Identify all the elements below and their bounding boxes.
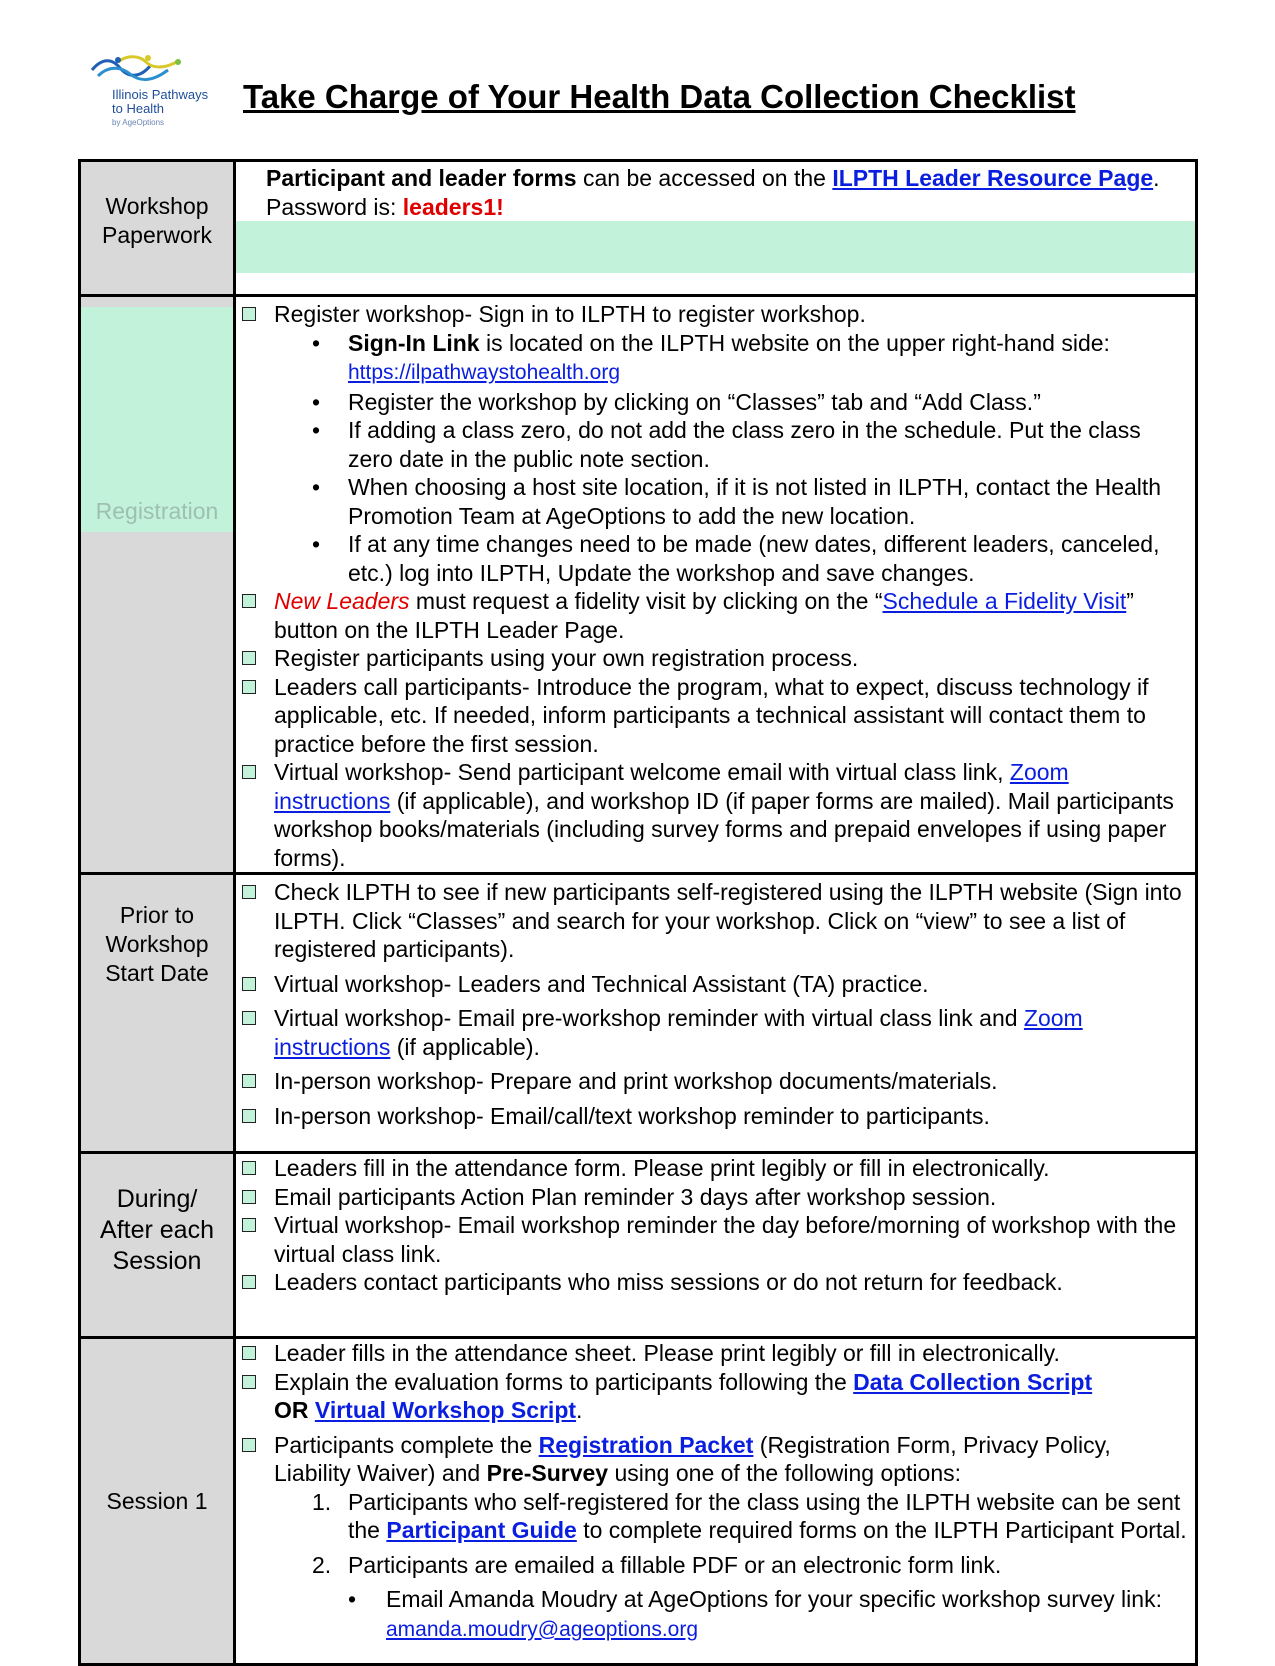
checkbox[interactable]	[242, 1190, 256, 1204]
checklist-item	[236, 1154, 1195, 1183]
item-text: Leaders fill in the attendance form. Please print legibly or fill in electronically.	[274, 1155, 1050, 1181]
text: Participants who self-registered for the class using the ILPTH website can be sent the	[348, 1488, 1181, 1543]
logo-line-3: by AgeOptions	[112, 118, 165, 127]
item-text: Leaders call participants- Introduce the program, what to expect, discuss technology if applicable, etc. If needed, inform participants a technical assistant will contact them to practice before the first session.	[274, 673, 1149, 757]
bullet-item	[236, 416, 1195, 473]
checklist-item	[236, 587, 1195, 644]
text: must request a fidelity visit by clicking on the “	[409, 588, 883, 614]
row-during-after	[80, 1153, 1197, 1338]
text: Email Amanda Moudry at AgeOptions for your specific workshop survey link:	[386, 1586, 1162, 1612]
checklist-item	[236, 644, 1195, 673]
page-title: Take Charge of Your Health Data Collection Checklist	[243, 78, 1076, 115]
data-collection-script-link[interactable]: Data Collection Script	[853, 1368, 1093, 1395]
text: If adding a class zero, do not add the class zero in the schedule. Put the class zero date in the public note section.	[348, 417, 1141, 472]
checkbox[interactable]	[242, 765, 256, 779]
text: Participants are emailed a fillable PDF or an electronic form link.	[348, 1551, 1002, 1578]
checklist-item	[236, 758, 1195, 872]
text: ” button on the ILPTH Leader Page.	[274, 588, 1134, 643]
item-text: Virtual workshop- Leaders and Technical Assistant (TA) practice.	[274, 970, 929, 997]
label-line: Prior to	[119, 902, 195, 928]
checkbox[interactable]	[242, 307, 256, 321]
item-text: In-person workshop- Email/call/text workshop reminder to participants.	[274, 1102, 990, 1129]
checkbox[interactable]	[242, 1218, 256, 1232]
bold-text: Sign-In Link	[348, 329, 480, 356]
new-leaders-text: New Leaders	[274, 588, 410, 614]
zoom-instructions-link[interactable]: Zoom instructions	[274, 759, 1069, 814]
item-text: Virtual workshop- Email workshop reminder the day before/morning of workshop with the virtual class link.	[274, 1212, 1177, 1267]
ilpth-logo	[88, 52, 223, 136]
virtual-workshop-script-link[interactable]: Virtual Workshop Script	[314, 1397, 577, 1423]
checklist-item	[236, 1268, 1195, 1297]
bullet-item	[236, 473, 1195, 530]
bullet-item	[236, 329, 1195, 388]
text: is located on the ILPTH website on the upper right-hand side:	[479, 329, 1110, 356]
row-content	[235, 1153, 1197, 1338]
bullet-icon: •	[348, 1586, 357, 1612]
checkbox[interactable]	[242, 977, 256, 991]
text: (if applicable), and workshop ID (if paper forms are mailed). Mail participants workshop books/materials (including survey forms and prepaid envelopes if using paper forms).	[274, 787, 1174, 871]
checkbox[interactable]	[242, 651, 256, 665]
row-label	[80, 1153, 235, 1338]
text: to complete required forms on the ILPTH Participant Portal.	[576, 1517, 1187, 1543]
label-line: Start Date	[105, 960, 209, 986]
checkbox[interactable]	[242, 680, 256, 694]
checklist-table	[78, 159, 1198, 1666]
checklist-item	[236, 970, 1195, 999]
item-text: Check ILPTH to see if new participants self-registered using the ILPTH website (Sign into ILPTH. Click “Classes” and search for your workshop. Click on “view” to see a list of registered participants).	[274, 879, 1182, 962]
green-band	[236, 221, 1195, 273]
checkbox[interactable]	[242, 1109, 256, 1123]
paperwork-text	[236, 162, 1195, 221]
text: When choosing a host site location, if it is not listed in ILPTH, contact the Health Promotion Team at AgeOptions to add the new location.	[348, 474, 1162, 529]
row-content	[235, 1338, 1197, 1665]
text: using one of the following options:	[608, 1460, 961, 1486]
bold-text: Pre-Survey	[486, 1460, 609, 1486]
text: (if applicable).	[390, 1033, 540, 1060]
text: (Registration Form, Privacy Policy, Liability Waiver) and	[274, 1431, 1111, 1486]
label-line: During/	[116, 1185, 198, 1213]
text: Virtual workshop- Send participant welcome email with virtual class link,	[274, 759, 1010, 785]
checklist-item	[236, 1339, 1195, 1368]
password-text: leaders1!	[402, 193, 504, 220]
participant-guide-link[interactable]: Participant Guide	[386, 1517, 577, 1543]
checklist-item	[236, 1211, 1195, 1268]
row-label	[80, 161, 235, 296]
checkbox[interactable]	[242, 1011, 256, 1025]
row-prior-to-start	[80, 874, 1197, 1153]
row-workshop-paperwork	[80, 161, 1197, 296]
checklist-item	[236, 1004, 1195, 1061]
checkbox[interactable]	[242, 1438, 256, 1452]
item-text: In-person workshop- Prepare and print workshop documents/materials.	[274, 1068, 998, 1094]
label-line: Session 1	[106, 1487, 208, 1514]
schedule-fidelity-visit-link[interactable]: Schedule a Fidelity Visit	[882, 588, 1127, 614]
numbered-item	[236, 1488, 1195, 1545]
checklist-item	[236, 1183, 1195, 1212]
bullet-item	[236, 1585, 1195, 1644]
checklist-item	[236, 673, 1195, 759]
bullet-icon: •	[312, 417, 321, 443]
text: If at any time changes need to be made (new dates, different leaders, canceled, etc.) log into ILPTH, Update the workshop and save changes.	[348, 531, 1160, 586]
bullet-icon: •	[312, 388, 321, 415]
row-registration	[80, 296, 1197, 874]
zoom-instructions-link[interactable]: Zoom instructions	[274, 1005, 1083, 1060]
logo-line-1: Illinois Pathways	[112, 87, 209, 102]
label-line: Workshop	[105, 193, 209, 219]
or-text: OR	[274, 1397, 309, 1423]
numbered-item	[236, 1551, 1195, 1580]
item-text: Leaders contact participants who miss sessions or do not return for feedback.	[274, 1269, 1063, 1295]
checklist-item	[236, 1102, 1195, 1131]
text: can be accessed on the	[576, 165, 833, 191]
item-text: Register workshop- Sign in to ILPTH to register workshop.	[274, 301, 866, 327]
bold-text: Participant and leader forms	[266, 165, 577, 191]
checkbox[interactable]	[242, 1346, 256, 1360]
checkbox[interactable]	[242, 1375, 256, 1389]
leader-resource-page-link[interactable]: ILPTH Leader Resource Page	[832, 165, 1154, 191]
checklist-item	[236, 300, 1195, 329]
ilpth-website-link[interactable]: https://ilpathwaystohealth.org	[348, 361, 620, 384]
item-text: Email participants Action Plan reminder 3 days after workshop session.	[274, 1183, 997, 1210]
checkbox[interactable]	[242, 594, 256, 608]
checklist-item	[236, 878, 1195, 964]
bullet-icon: •	[312, 474, 321, 500]
list-number: 1.	[312, 1488, 332, 1515]
label-line: Workshop	[105, 931, 209, 957]
row-session-1	[80, 1338, 1197, 1665]
checkbox[interactable]	[242, 885, 256, 899]
item-text: Register participants using your own registration process.	[274, 645, 859, 671]
row-content	[235, 296, 1197, 874]
checklist-item	[236, 1067, 1195, 1096]
row-label	[80, 296, 235, 874]
registration-packet-link[interactable]: Registration Packet	[538, 1431, 754, 1458]
text: . Password is:	[266, 165, 1160, 220]
text: Explain the evaluation forms to participants following the	[274, 1368, 854, 1395]
text: .	[576, 1397, 583, 1423]
label-line: Registration	[95, 498, 219, 524]
logo-line-2: to Health	[112, 101, 165, 116]
bullet-icon: •	[312, 329, 321, 356]
list-number: 2.	[312, 1551, 332, 1578]
bullet-item	[236, 530, 1195, 587]
checkbox[interactable]	[242, 1074, 256, 1088]
bullet-icon: •	[312, 531, 321, 557]
row-content	[235, 874, 1197, 1153]
label-line: Paperwork	[102, 222, 212, 248]
text: Register the workshop by clicking on “Classes” tab and “Add Class.”	[348, 388, 1041, 415]
email-link[interactable]: amanda.moudry@ageoptions.org	[386, 1617, 699, 1641]
checkbox[interactable]	[242, 1275, 256, 1289]
registration-label-box	[81, 307, 233, 532]
bullet-item	[236, 388, 1195, 417]
logo-figures-icon	[88, 52, 188, 88]
label-line: After each	[100, 1216, 214, 1244]
row-label	[80, 1338, 235, 1665]
checklist-item	[236, 1368, 1195, 1425]
text: Participants complete the	[274, 1431, 539, 1458]
text: Virtual workshop- Email pre-workshop reminder with virtual class link and	[274, 1005, 1024, 1031]
checkbox[interactable]	[242, 1161, 256, 1175]
checklist-item	[236, 1431, 1195, 1488]
row-label	[80, 874, 235, 1153]
item-text: Leader fills in the attendance sheet. Please print legibly or fill in electronically.	[274, 1340, 1060, 1366]
row-content	[235, 161, 1197, 296]
label-line: Session	[112, 1247, 202, 1275]
